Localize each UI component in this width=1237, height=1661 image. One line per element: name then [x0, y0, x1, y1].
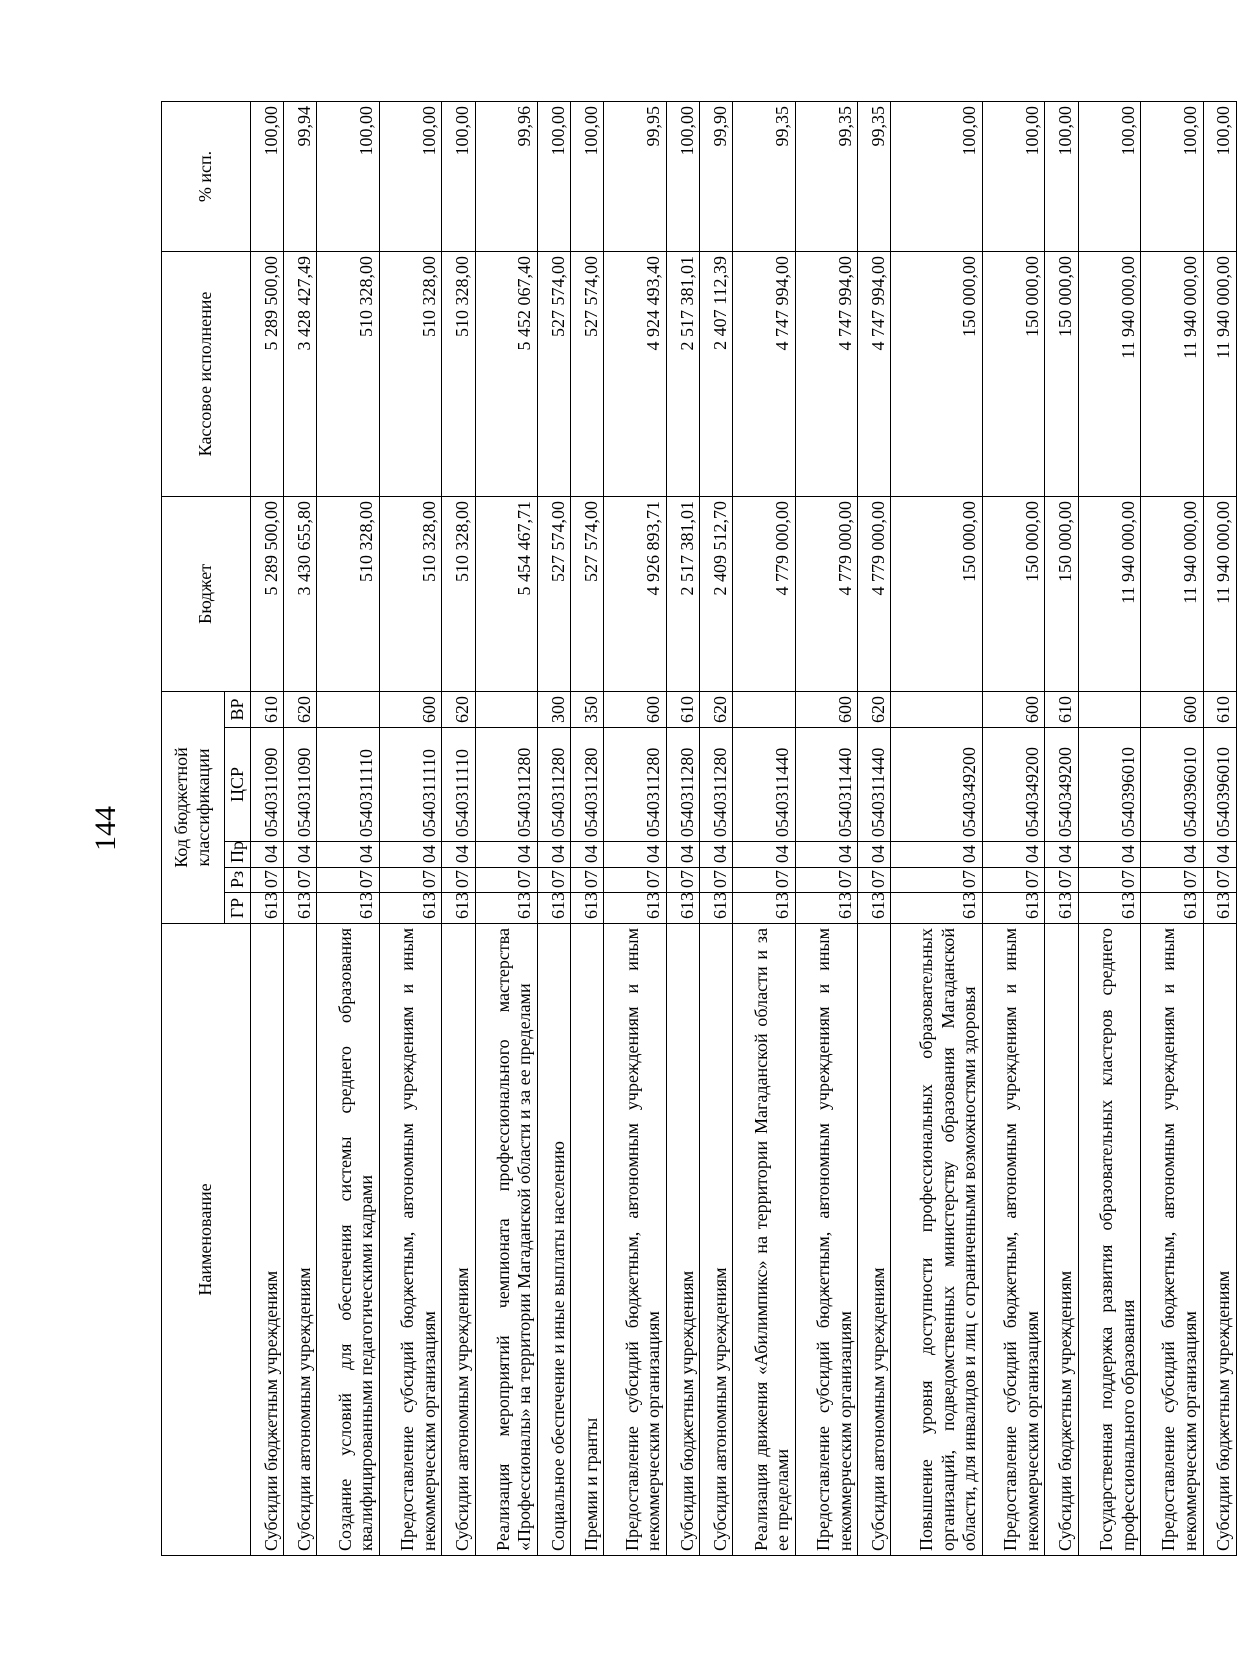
row-execution: 527 574,00 [571, 251, 604, 496]
row-vr: 610 [1045, 691, 1078, 727]
header-gr: ГР [225, 893, 251, 924]
table-row [537, 101, 570, 1555]
row-vr [317, 691, 379, 727]
row-name: Реализация мероприятий чемпионата профессионального мастерства «Профессионалы» на территории Магаданской области и за ее пределами [475, 924, 537, 1556]
row-gr: 613 [700, 893, 733, 924]
table-row [442, 101, 475, 1555]
row-gr: 613 [379, 893, 441, 924]
row-execution: 510 328,00 [317, 251, 379, 496]
row-gr: 613 [733, 893, 795, 924]
row-csr: 0540311440 [733, 728, 795, 842]
row-rz: 07 [666, 868, 699, 893]
row-percent: 100,00 [983, 101, 1045, 251]
row-percent: 100,00 [891, 101, 983, 251]
header-code-group: Код бюджетной классификации [162, 691, 225, 923]
row-gr: 613 [1078, 893, 1140, 924]
row-pr: 04 [475, 842, 537, 868]
row-name: Создание условий для обеспечения системы среднего образования квалифицированными педагогическими кадрами [317, 924, 379, 1556]
row-name: Субсидии бюджетным учреждениям [1203, 924, 1236, 1556]
row-csr: 0540311280 [571, 728, 604, 842]
row-budget: 11 940 000,00 [1203, 496, 1236, 691]
row-budget: 510 328,00 [442, 496, 475, 691]
table-row [475, 101, 537, 1555]
row-percent: 99,96 [475, 101, 537, 251]
row-vr: 350 [571, 691, 604, 727]
row-rz: 07 [442, 868, 475, 893]
table-row [666, 101, 699, 1555]
row-vr: 610 [666, 691, 699, 727]
row-pr: 04 [891, 842, 983, 868]
row-rz: 07 [284, 868, 317, 893]
row-pr: 04 [317, 842, 379, 868]
table-header [162, 101, 251, 1555]
row-vr: 620 [284, 691, 317, 727]
row-percent: 100,00 [537, 101, 570, 251]
row-name: Премии и гранты [571, 924, 604, 1556]
table-row [795, 101, 857, 1555]
row-budget: 150 000,00 [891, 496, 983, 691]
header-percent: % исп. [162, 101, 251, 251]
row-gr: 613 [1141, 893, 1203, 924]
header-csr: ЦСР [225, 728, 251, 842]
row-name: Повышение уровня доступности профессиональных образовательных организаций, подведомственных министерству образования Магаданской области, для инвалидов и лиц с ограниченными возможностями здоровья [891, 924, 983, 1556]
row-budget: 150 000,00 [983, 496, 1045, 691]
row-percent: 100,00 [1045, 101, 1078, 251]
row-percent: 99,94 [284, 101, 317, 251]
row-name: Субсидии автономным учреждениям [700, 924, 733, 1556]
row-pr: 04 [537, 842, 570, 868]
table-row [891, 101, 983, 1555]
header-rz: Рз [225, 868, 251, 893]
row-percent: 100,00 [571, 101, 604, 251]
row-vr: 600 [604, 691, 666, 727]
row-rz: 07 [475, 868, 537, 893]
row-rz: 07 [571, 868, 604, 893]
row-percent: 99,35 [795, 101, 857, 251]
row-gr: 613 [251, 893, 284, 924]
row-gr: 613 [983, 893, 1045, 924]
table-row [604, 101, 666, 1555]
row-rz: 07 [891, 868, 983, 893]
table-row [1203, 101, 1236, 1555]
row-csr: 0540311090 [251, 728, 284, 842]
row-name: Предоставление субсидий бюджетным, автономным учреждениям и иным некоммерческим организациям [983, 924, 1045, 1556]
row-rz: 07 [795, 868, 857, 893]
row-vr [891, 691, 983, 727]
row-execution: 5 452 067,40 [475, 251, 537, 496]
row-execution: 4 747 994,00 [733, 251, 795, 496]
row-gr: 613 [858, 893, 891, 924]
row-csr: 0540311440 [858, 728, 891, 842]
table-row [700, 101, 733, 1555]
row-execution: 4 747 994,00 [858, 251, 891, 496]
row-vr: 600 [379, 691, 441, 727]
row-budget: 527 574,00 [571, 496, 604, 691]
row-budget: 11 940 000,00 [1078, 496, 1140, 691]
row-budget: 4 779 000,00 [733, 496, 795, 691]
row-vr: 620 [442, 691, 475, 727]
row-name: Государственная поддержка развития образовательных кластеров среднего профессионального образования [1078, 924, 1140, 1556]
row-execution: 150 000,00 [891, 251, 983, 496]
row-csr: 0540396010 [1141, 728, 1203, 842]
row-budget: 4 779 000,00 [858, 496, 891, 691]
row-execution: 3 428 427,49 [284, 251, 317, 496]
row-pr: 04 [666, 842, 699, 868]
row-vr [733, 691, 795, 727]
row-rz: 07 [317, 868, 379, 893]
row-csr: 0540311280 [700, 728, 733, 842]
row-percent: 100,00 [1078, 101, 1140, 251]
row-pr: 04 [858, 842, 891, 868]
row-gr: 613 [891, 893, 983, 924]
row-percent: 99,35 [858, 101, 891, 251]
row-csr: 0540349200 [983, 728, 1045, 842]
row-csr: 0540311280 [666, 728, 699, 842]
row-pr: 04 [700, 842, 733, 868]
rotated-table-frame [161, 102, 1237, 1556]
row-pr: 04 [571, 842, 604, 868]
row-vr [475, 691, 537, 727]
row-csr: 0540311110 [379, 728, 441, 842]
row-rz: 07 [1045, 868, 1078, 893]
row-percent: 99,35 [733, 101, 795, 251]
header-execution: Кассовое исполнение [162, 251, 251, 496]
row-percent: 100,00 [442, 101, 475, 251]
row-execution: 510 328,00 [379, 251, 441, 496]
row-budget: 5 289 500,00 [251, 496, 284, 691]
row-vr: 620 [858, 691, 891, 727]
row-percent: 100,00 [1203, 101, 1236, 251]
header-name: Наименование [162, 924, 251, 1556]
row-gr: 613 [442, 893, 475, 924]
row-rz: 07 [983, 868, 1045, 893]
row-budget: 510 328,00 [317, 496, 379, 691]
row-vr: 620 [700, 691, 733, 727]
page-number: 144 [89, 806, 122, 851]
row-name: Социальное обеспечение и иные выплаты населению [537, 924, 570, 1556]
table-row [317, 101, 379, 1555]
row-percent: 99,95 [604, 101, 666, 251]
row-vr: 600 [983, 691, 1045, 727]
row-name: Субсидии бюджетным учреждениям [666, 924, 699, 1556]
row-execution: 510 328,00 [442, 251, 475, 496]
row-pr: 04 [733, 842, 795, 868]
row-gr: 613 [537, 893, 570, 924]
row-csr: 0540349200 [1045, 728, 1078, 842]
row-execution: 527 574,00 [537, 251, 570, 496]
row-execution: 150 000,00 [983, 251, 1045, 496]
table-row [983, 101, 1045, 1555]
row-budget: 150 000,00 [1045, 496, 1078, 691]
row-gr: 613 [475, 893, 537, 924]
row-pr: 04 [795, 842, 857, 868]
row-execution: 4 924 493,40 [604, 251, 666, 496]
row-pr: 04 [442, 842, 475, 868]
row-budget: 4 779 000,00 [795, 496, 857, 691]
row-execution: 5 289 500,00 [251, 251, 284, 496]
row-csr: 0540311280 [537, 728, 570, 842]
table-row [251, 101, 284, 1555]
table-row [1045, 101, 1078, 1555]
row-rz: 07 [251, 868, 284, 893]
row-gr: 613 [284, 893, 317, 924]
table-row [733, 101, 795, 1555]
row-pr: 04 [284, 842, 317, 868]
row-percent: 100,00 [317, 101, 379, 251]
row-rz: 07 [379, 868, 441, 893]
row-execution: 150 000,00 [1045, 251, 1078, 496]
row-pr: 04 [1078, 842, 1140, 868]
row-name: Предоставление субсидий бюджетным, автономным учреждениям и иным некоммерческим организациям [795, 924, 857, 1556]
row-csr: 0540311280 [604, 728, 666, 842]
row-name: Предоставление субсидий бюджетным, автономным учреждениям и иным некоммерческим организациям [379, 924, 441, 1556]
row-rz: 07 [700, 868, 733, 893]
row-percent: 99,90 [700, 101, 733, 251]
row-vr [1078, 691, 1140, 727]
row-vr: 300 [537, 691, 570, 727]
row-pr: 04 [1141, 842, 1203, 868]
row-name: Субсидии автономным учреждениям [442, 924, 475, 1556]
row-csr: 0540311440 [795, 728, 857, 842]
row-execution: 2 407 112,39 [700, 251, 733, 496]
row-budget: 4 926 893,71 [604, 496, 666, 691]
row-rz: 07 [604, 868, 666, 893]
header-vr: ВР [225, 691, 251, 727]
table-row [858, 101, 891, 1555]
row-name: Предоставление субсидий бюджетным, автономным учреждениям и иным некоммерческим организациям [1141, 924, 1203, 1556]
row-pr: 04 [604, 842, 666, 868]
header-budget: Бюджет [162, 496, 251, 691]
row-name: Субсидии бюджетным учреждениям [251, 924, 284, 1556]
row-pr: 04 [1045, 842, 1078, 868]
row-rz: 07 [858, 868, 891, 893]
row-gr: 613 [571, 893, 604, 924]
row-execution: 4 747 994,00 [795, 251, 857, 496]
row-pr: 04 [983, 842, 1045, 868]
row-execution: 11 940 000,00 [1141, 251, 1203, 496]
row-name: Предоставление субсидий бюджетным, автономным учреждениям и иным некоммерческим организациям [604, 924, 666, 1556]
row-budget: 3 430 655,80 [284, 496, 317, 691]
row-vr: 600 [1141, 691, 1203, 727]
row-percent: 100,00 [1141, 101, 1203, 251]
table-body [251, 101, 1237, 1555]
row-percent: 100,00 [251, 101, 284, 251]
table-container [161, 102, 1237, 1556]
row-budget: 5 454 467,71 [475, 496, 537, 691]
budget-table [161, 101, 1237, 1556]
row-name: Субсидии бюджетным учреждениям [1045, 924, 1078, 1556]
row-percent: 100,00 [379, 101, 441, 251]
row-budget: 2 517 381,01 [666, 496, 699, 691]
table-row [284, 101, 317, 1555]
row-csr: 0540311280 [475, 728, 537, 842]
header-pr: Пр [225, 842, 251, 868]
row-vr: 610 [251, 691, 284, 727]
table-row [1078, 101, 1140, 1555]
table-row [379, 101, 441, 1555]
row-gr: 613 [1203, 893, 1236, 924]
row-execution: 2 517 381,01 [666, 251, 699, 496]
row-csr: 0540396010 [1203, 728, 1236, 842]
row-budget: 11 940 000,00 [1141, 496, 1203, 691]
row-rz: 07 [1078, 868, 1140, 893]
table-row [571, 101, 604, 1555]
table-row [1141, 101, 1203, 1555]
row-name: Реализация движения «Абилимпикс» на территории Магаданской области и за ее пределами [733, 924, 795, 1556]
row-csr: 0540396010 [1078, 728, 1140, 842]
row-csr: 0540311090 [284, 728, 317, 842]
row-vr: 600 [795, 691, 857, 727]
row-rz: 07 [537, 868, 570, 893]
row-budget: 527 574,00 [537, 496, 570, 691]
row-pr: 04 [379, 842, 441, 868]
row-csr: 0540349200 [891, 728, 983, 842]
row-rz: 07 [733, 868, 795, 893]
row-name: Субсидии автономным учреждениям [284, 924, 317, 1556]
row-percent: 100,00 [666, 101, 699, 251]
row-rz: 07 [1203, 868, 1236, 893]
row-execution: 11 940 000,00 [1203, 251, 1236, 496]
row-gr: 613 [317, 893, 379, 924]
row-csr: 0540311110 [317, 728, 379, 842]
row-pr: 04 [1203, 842, 1236, 868]
row-pr: 04 [251, 842, 284, 868]
row-gr: 613 [1045, 893, 1078, 924]
row-csr: 0540311110 [442, 728, 475, 842]
row-gr: 613 [666, 893, 699, 924]
row-execution: 11 940 000,00 [1078, 251, 1140, 496]
row-vr: 610 [1203, 691, 1236, 727]
row-budget: 2 409 512,70 [700, 496, 733, 691]
row-gr: 613 [795, 893, 857, 924]
row-name: Субсидии автономным учреждениям [858, 924, 891, 1556]
row-gr: 613 [604, 893, 666, 924]
row-budget: 510 328,00 [379, 496, 441, 691]
row-rz: 07 [1141, 868, 1203, 893]
